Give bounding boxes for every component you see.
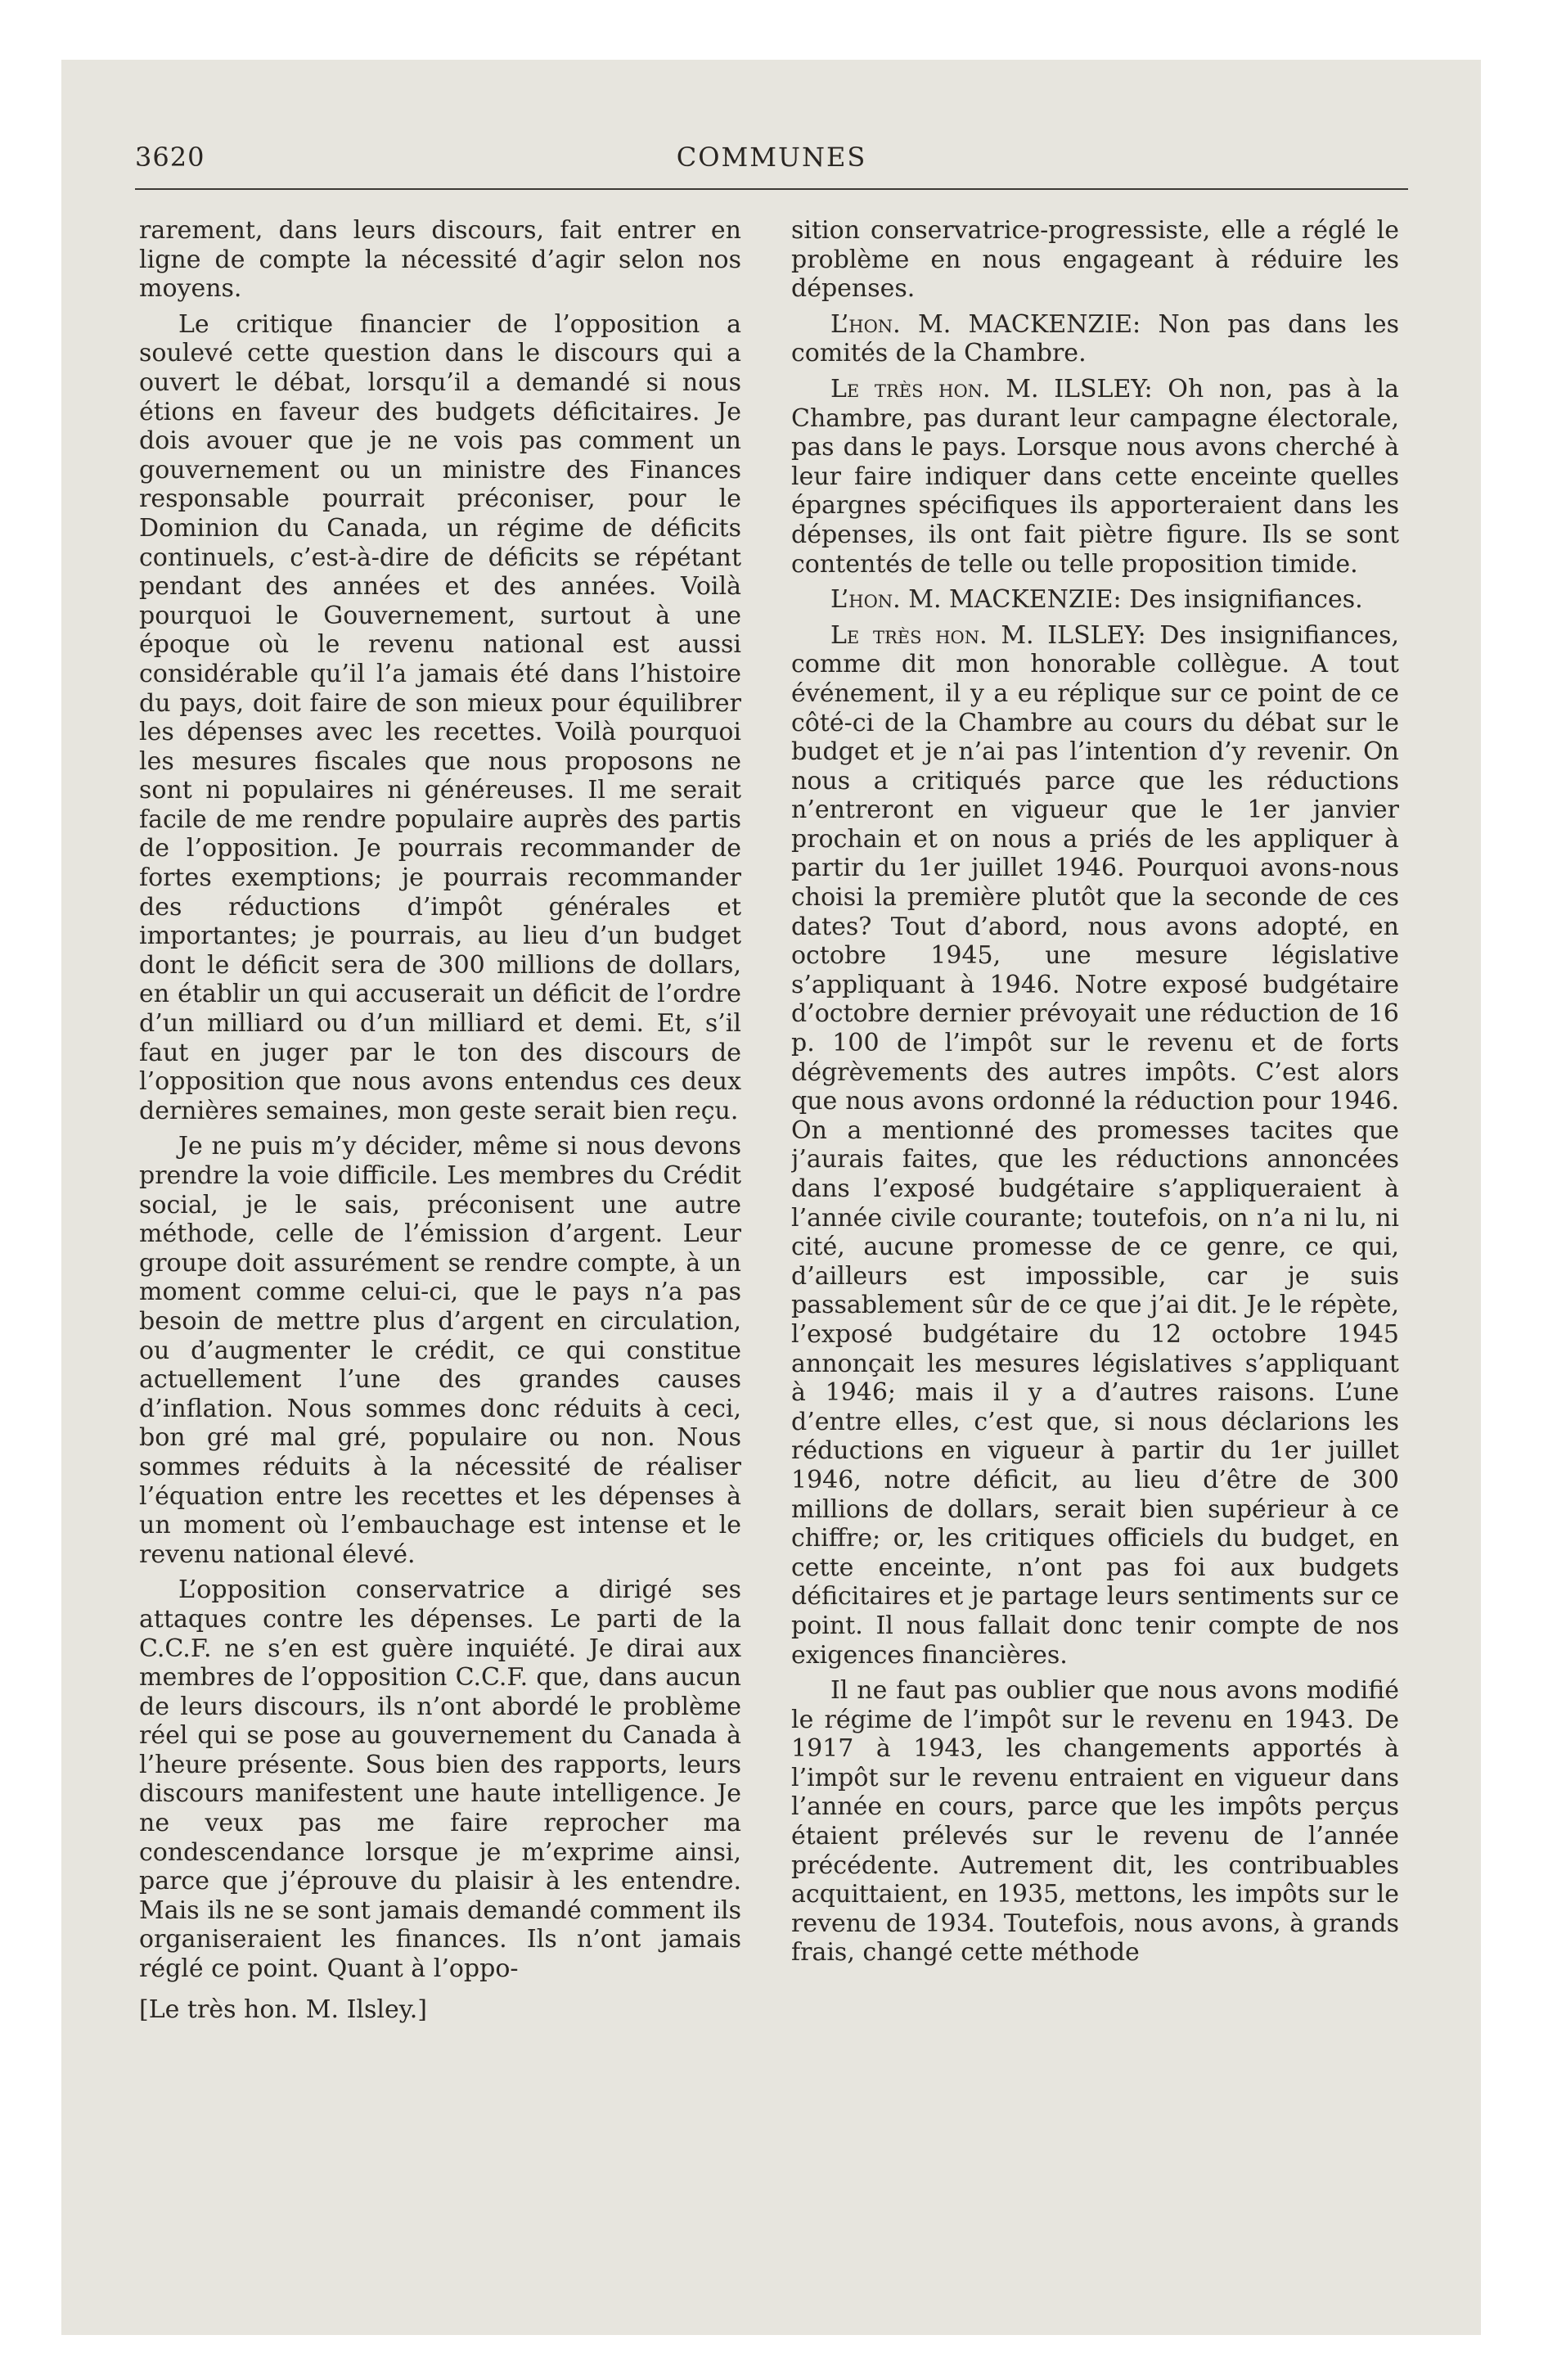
page-number: 3620: [135, 142, 205, 173]
left-column: [139, 216, 741, 2229]
speaker-attribution: [Le très hon. M. Ilsley.]: [139, 1995, 427, 2024]
paragraph: [791, 375, 1399, 579]
paragraph: Je ne puis m’y décider, même si nous devons prendre la voie difficile. Les membres du Crédit social, je le sais, préconisent une autre méthode, celle de l’émission d’argent. Leur groupe doit assurément se rendre compte, à un moment comme celui-ci, que le pays n’a pas besoin de mettre plus d’argent en circulation, ou d’augmenter le crédit, ce qui constitue actuellement l’une des grandes causes d’inflation. Nous sommes donc réduits à ceci, bon gré mal gré, populaire ou non. Nous sommes réduits à la nécessité de réaliser l’équation entre les recettes et les dépenses à un moment où l’embauchage est intense et le revenu national élevé.: [139, 1132, 741, 1569]
speaker-name: Le très hon. M. ILSLEY:: [830, 374, 1153, 403]
paragraph: sition conservatrice-progressiste, elle a réglé le problème en nous engageant à réduire les dépenses.: [791, 216, 1399, 304]
paragraph: [791, 621, 1399, 1670]
paragraph: Il ne faut pas oublier que nous avons modifié le régime de l’impôt sur le revenu en 1943. De 1917 à 1943, les changements apportés à l’impôt sur le revenu entraient en vigueur dans l’année en cours, parce que les impôts perçus étaient prélevés sur le revenu de l’année précédente. Autrement dit, les contribuables acquittaient, en 1935, mettons, les impôts sur le revenu de 1934. Toutefois, nous avons, à grands frais, changé cette méthode: [791, 1676, 1399, 1968]
speech-text: Des insignifiances, comme dit mon honorable collègue. A tout événement, il y a eu réplique sur ce point de ce côté-ci de la Chambre au cours du débat sur le budget et je n’ai pas l’intention d’y revenir. On nous a critiqués parce que les réductions n’entreront en vigueur que le 1er janvier prochain et on nous a priés de les appliquer à partir du 1er juillet 1946. Pourquoi avons-nous choisi la première plutôt que la seconde de ces dates? Tout d’abord, nous avons adopté, en octobre 1945, une mesure législative s’appliquant à 1946. Notre exposé budgétaire d’octobre dernier prévoyait une réduction de 16 p. 100 de l’impôt sur le revenu et de forts dégrèvements des autres impôts. C’est alors que nous avons ordonné la réduction pour 1946. On a mentionné des promesses tacites que j’aurais faites, que les réductions annoncées dans l’exposé budgétaire s’appliqueraient à l’année civile courante; toutefois, on n’a ni lu, ni cité, aucune promesse de ce genre, ce qui, d’ailleurs est impossible, car je suis passablement sûr de ce que j’ai dit. Je le répète, l’exposé budgétaire du 12 octobre 1945 annonçait les mesures législatives s’appliquant à 1946; mais il y a d’autres raisons. L’une d’entre elles, c’est que, si nous déclarions les réductions en vigueur à partir du 1er juillet 1946, notre déficit, au lieu d’être de 300 millions de dollars, serait bien supérieur à ce chiffre; or, les critiques officiels du budget, en cette enceinte, n’ont pas foi aux budgets déficitaires et je partage leurs sentiments sur ce point. Il nous fallait donc tenir compte de nos exigences financières.: [791, 620, 1399, 1670]
speaker-name: Le très hon. M. ILSLEY:: [830, 620, 1146, 650]
paragraph: rarement, dans leurs discours, fait entrer en ligne de compte la nécessité d’agir selon nos moyens.: [139, 216, 741, 304]
paragraph: L’opposition conservatrice a dirigé ses attaques contre les dépenses. Le parti de la C.C.F. ne s’en est guère inquiété. Je dirai aux membres de l’opposition C.C.F. que, dans aucun de leurs discours, ils n’ont abordé le problème réel qui se pose au gouvernement du Canada à l’heure présente. Sous bien des rapports, leurs discours manifestent une haute intelligence. Je ne veux pas me faire reprocher ma condescendance lorsque je m’exprime ainsi, parce que j’éprouve du plaisir à les entendre. Mais ils ne se sont jamais demandé comment ils organiseraient les finances. Ils n’ont jamais réglé ce point. Quant à l’oppo-: [139, 1575, 741, 1984]
speaker-name: L’hon. M. MACKENZIE:: [830, 309, 1141, 339]
running-head: COMMUNES: [676, 142, 867, 173]
paragraph: [791, 310, 1399, 368]
right-column: [791, 216, 1399, 2229]
speech-text: Non pas dans les comités de la Chambre.: [791, 309, 1399, 368]
paragraph: Le critique financier de l’opposition a soulevé cette question dans le discours qui a ouvert le débat, lorsqu’il a demandé si nous étions en faveur des budgets déficitaires. Je dois avouer que je ne vois pas comment un gouvernement ou un ministre des Finances responsable pourrait préconiser, pour le Dominion du Canada, un régime de déficits continuels, c’est-à-dire de déficits se répétant pendant des années et des années. Voilà pourquoi le Gouvernement, surtout à une époque où le revenu national est aussi considérable qu’il l’a jamais été dans l’histoire du pays, doit faire de son mieux pour équilibrer les dépenses avec les recettes. Voilà pourquoi les mesures fiscales que nous proposons ne sont ni populaires ni généreuses. Il me serait facile de me rendre populaire auprès des partis de l’opposition. Je pourrais recommander de fortes exemptions; je pourrais recommander des réductions d’impôt générales et importantes; je pourrais, au lieu d’un budget dont le déficit sera de 300 millions de dollars, en établir un qui accuserait un déficit de l’ordre d’un milliard ou d’un milliard et demi. Et, s’il faut en juger par le ton des discours de l’opposition que nous avons entendus ces deux dernières semaines, mon geste serait bien reçu.: [139, 309, 741, 1125]
page-header: [135, 141, 1408, 190]
speech-text: Oh non, pas à la Chambre, pas durant leur campagne électorale, pas dans le pays. Lorsque nous avons cherché à leur faire indiquer dans cette enceinte quelles épargnes spécifiques ils apporteraient dans les dépenses, ils ont fait piètre figure. Ils se sont contentés de telle ou telle proposition timide.: [791, 374, 1399, 579]
speech-text: Des insignifiances.: [1121, 585, 1363, 615]
speaker-name: L’hon. M. MACKENZIE:: [830, 585, 1122, 615]
paragraph: [791, 585, 1399, 615]
